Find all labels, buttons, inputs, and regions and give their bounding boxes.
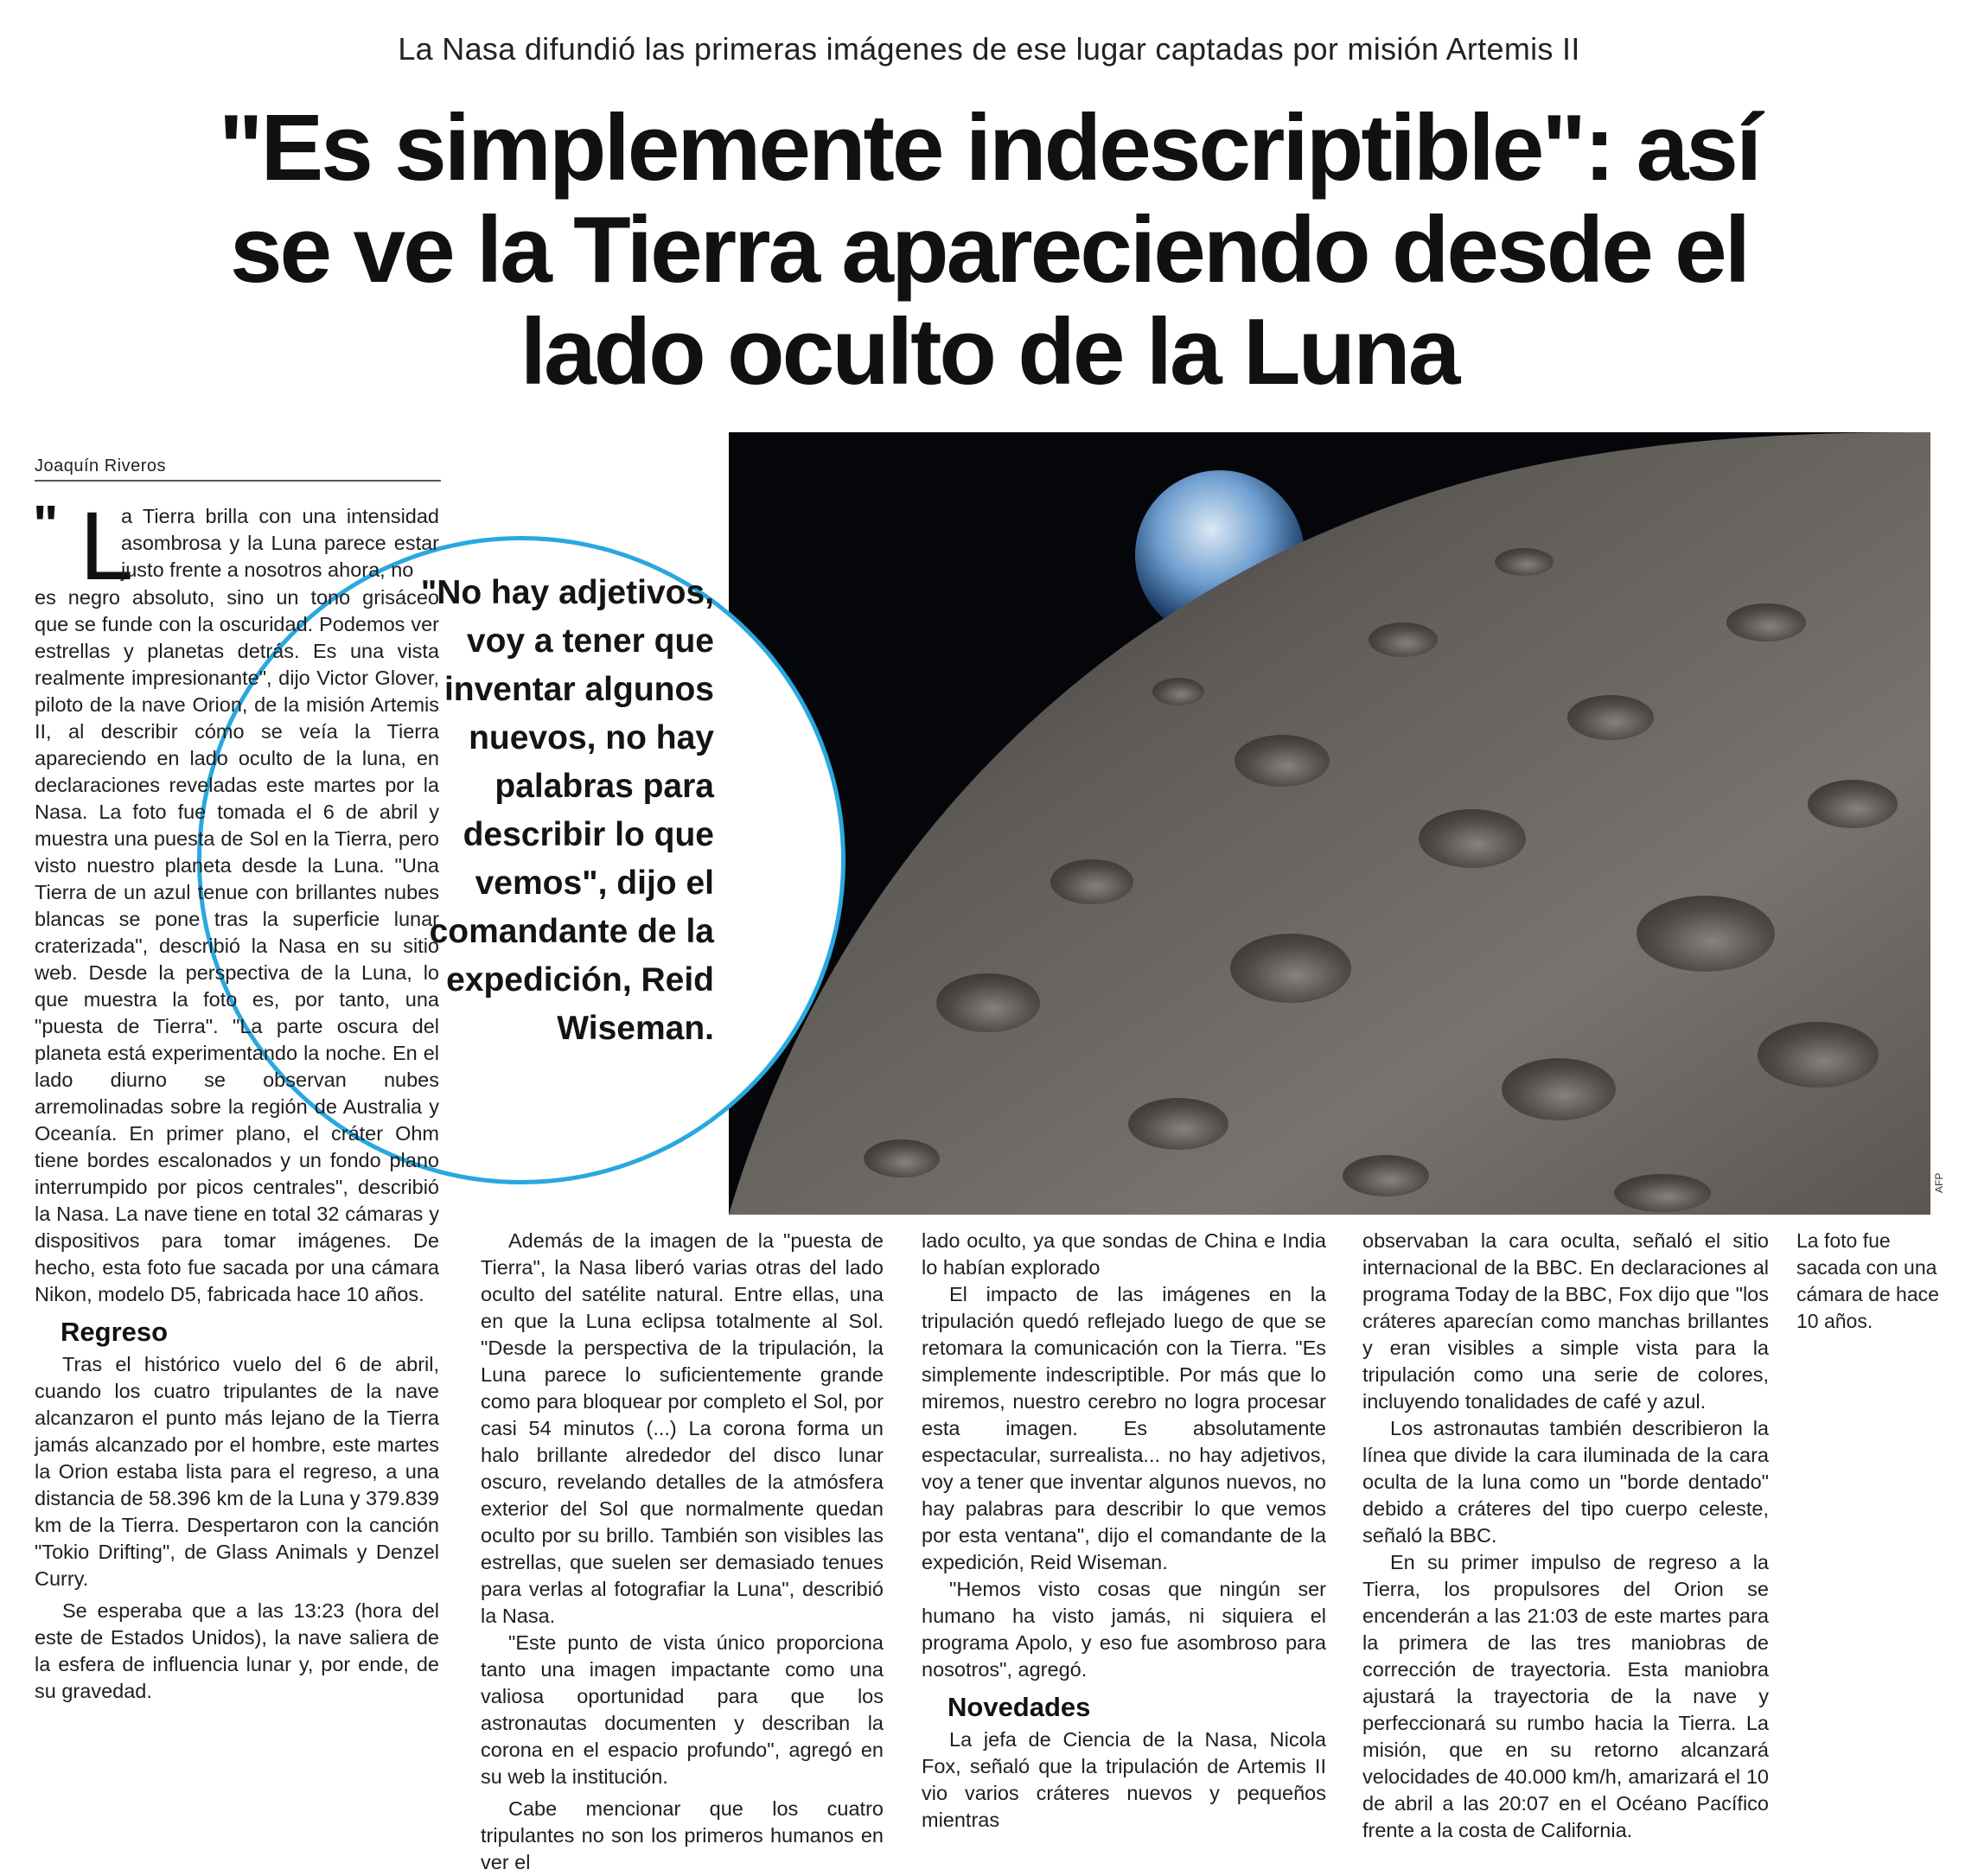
- col4-paragraph-2: Los astronautas también describieron la línea que divide la cara iluminada de la cara oculta de la luna como un "borde dentado" debido a cráteres del tipo cuerpo celeste, señaló la BBC.: [1362, 1417, 1769, 1547]
- col2-paragraph-2: "Este punto de vista único proporciona tanto una imagen impactante como una valiosa oportunidad para que los astronautas documenten y describan la corona en el espacio profundo", agregó en su web la institución.: [481, 1631, 884, 1788]
- drop-cap: L: [80, 492, 134, 600]
- kicker: La Nasa difundió las primeras imágenes de ese lugar captadas por misión Artemis II: [398, 31, 1580, 67]
- col3-paragraph-4: La jefa de Ciencia de la Nasa, Nicola Fox, señaló que la tripulación de Artemis II vio varios cráteres nuevos y pequeños mientras: [922, 1728, 1326, 1831]
- regreso-paragraph-1: Tras el histórico vuelo del 6 de abril, cuando los cuatro tripulantes de la nave alcanzaron el punto más lejano de la Tierra jamás alcanzado por el hombre, este martes la Orion estaba lista para el regreso, a una distancia de 58.396 km de la Luna y 379.839 km de la Tierra. Despertaron con la canción "Tokio Drifting", de Glass Animals y Denzel Curry.: [35, 1353, 439, 1590]
- col3-paragraph-2: El impacto de las imágenes en la tripulación quedó reflejado luego de que se retomara la comunicación con la Tierra. "Es simplemente indescriptible. Por más que lo miremos, nuestro cerebro no logra procesar esta imagen. Es absolutamente espectacular, surrealista... no hay adjetivos, voy a tener que inventar algunos nuevos, no hay palabras para describir lo que vemos por esta ventana", dijo el comandante de la expedición, Reid Wiseman.: [922, 1283, 1326, 1573]
- earthset-photo: [729, 432, 1930, 1215]
- photo-credit: AFP: [1933, 1172, 1945, 1193]
- lead-first-lines: a Tierra brilla con una intensidad asombrosa y la Luna parece estar justo frente a nosotros ahora, no: [121, 505, 439, 581]
- column-3: [922, 1228, 1326, 1834]
- headline-line-3: lado oculto de la Luna: [520, 299, 1458, 405]
- moon-earth-illustration: [729, 432, 1930, 1215]
- col4-paragraph-3: En su primer impulso de regreso a la Tierra, los propulsores del Orion se encenderán a las 21:03 de este martes para la primera de las tres maniobras de corrección de trayectoria. Esta maniobra ajustará la trayectoria de la nave y perfeccionará su rumbo hacia la Tierra. La misión, que en su retorno alcanzará velocidades de 40.000 km/h, amarizará el 10 de abril a las 20:07 en el Océano Pacífico frente a la costa de California.: [1362, 1551, 1769, 1841]
- byline: Joaquín Riveros: [35, 456, 441, 482]
- col2-paragraph-3: Cabe mencionar que los cuatro tripulantes no son los primeros humanos en ver el: [481, 1797, 884, 1873]
- column-2: [481, 1228, 884, 1876]
- headline-line-2: se ve la Tierra apareciendo desde el: [229, 197, 1749, 303]
- column-1: [35, 584, 439, 1705]
- section-heading-regreso: Regreso: [61, 1317, 169, 1347]
- regreso-paragraph-2: Se esperaba que a las 13:23 (hora del este de Estados Unidos), la nave saliera de la esfera de influencia lunar y, por ende, de su gravedad.: [35, 1599, 439, 1702]
- lead-paragraph: es negro absoluto, sino un tono grisáceo que se funde con la oscuridad. Podemos ver estrellas y planetas detrás. Es una vista realmente impresionante", dijo Victor Glover, piloto de la nave Orion, de la misión Artemis II, al describir cómo se veía la Tierra apareciendo en lado oculto de la luna, en declaraciones reveladas este martes por la Nasa. La foto fue tomada el 6 de abril y muestra una puesta de Sol en la Tierra, pero visto nuestro planeta desde la Luna. "Una Tierra de un azul tenue con brillantes nubes blancas se pone tras la superficie lunar craterizada", describió la Nasa en su sitio web. Desde la perspectiva de la Luna, lo que muestra la foto es, por tanto, una "puesta de Tierra". "La parte oscura del planeta está experimentando la noche. En el lado diurno se observan nubes arremolinadas sobre la región de Australia y Oceanía. En primer plano, el cráter Ohm tiene bordes escalonados y un fondo plano interrumpido por picos centrales", describió la Nasa. La nave tiene en total 32 cámaras y dispositivos para tomar imágenes. De hecho, esta foto fue sacada por una cámara Nikon, modelo D5, fabricada hace 10 años.: [35, 586, 439, 1305]
- headline: [104, 97, 1874, 403]
- col3-paragraph-3: "Hemos visto cosas que ningún ser humano ha visto jamás, ni siquiera el programa Apolo, y eso fue asombroso para nosotros", agregó.: [922, 1578, 1326, 1681]
- pull-quote: "No hay adjetivos, voy a tener que inventar algunos nuevos, no hay palabras para describir lo que vemos", dijo el comandante de la expedición, Reid Wiseman.: [420, 574, 714, 1047]
- lead-quote-mark: ": [33, 495, 52, 555]
- col3-paragraph-1: lado oculto, ya que sondas de China e India lo habían explorado: [922, 1229, 1326, 1279]
- col4-paragraph-1: observaban la cara oculta, señaló el sitio internacional de la BBC. En declaraciones al programa Today de la BBC, Fox dijo que "los cráteres aparecían como manchas brillantes y eran visibles a simple vista para la tripulación como una serie de colores, incluyendo tonalidades de café y azul.: [1362, 1229, 1769, 1413]
- section-heading-novedades: Novedades: [948, 1692, 1091, 1722]
- headline-line-1: "Es simplemente indescriptible": así: [218, 95, 1760, 201]
- column-4: [1362, 1228, 1769, 1844]
- col2-paragraph-1: Además de la imagen de la "puesta de Tierra", la Nasa liberó varias otras del lado oculto del satélite natural. Entre ellas, una en que la Luna eclipsa totalmente al Sol. "Desde la perspectiva de la tripulación, la Luna parece lo suficientemente grande como para bloquear por completo el Sol, por casi 54 minutos (...) La corona forma un halo brillante alrededor del disco lunar oscuro, revelando detalles de la atmósfera exterior del Sol que normalmente quedan oculto por su brillo. También son visibles las estrellas, que suelen ser demasiado tenues para verlas al fotografiar la Luna", describió la Nasa.: [481, 1229, 884, 1627]
- photo-caption: La foto fue sacada con una cámara de hace 10 años.: [1796, 1229, 1939, 1332]
